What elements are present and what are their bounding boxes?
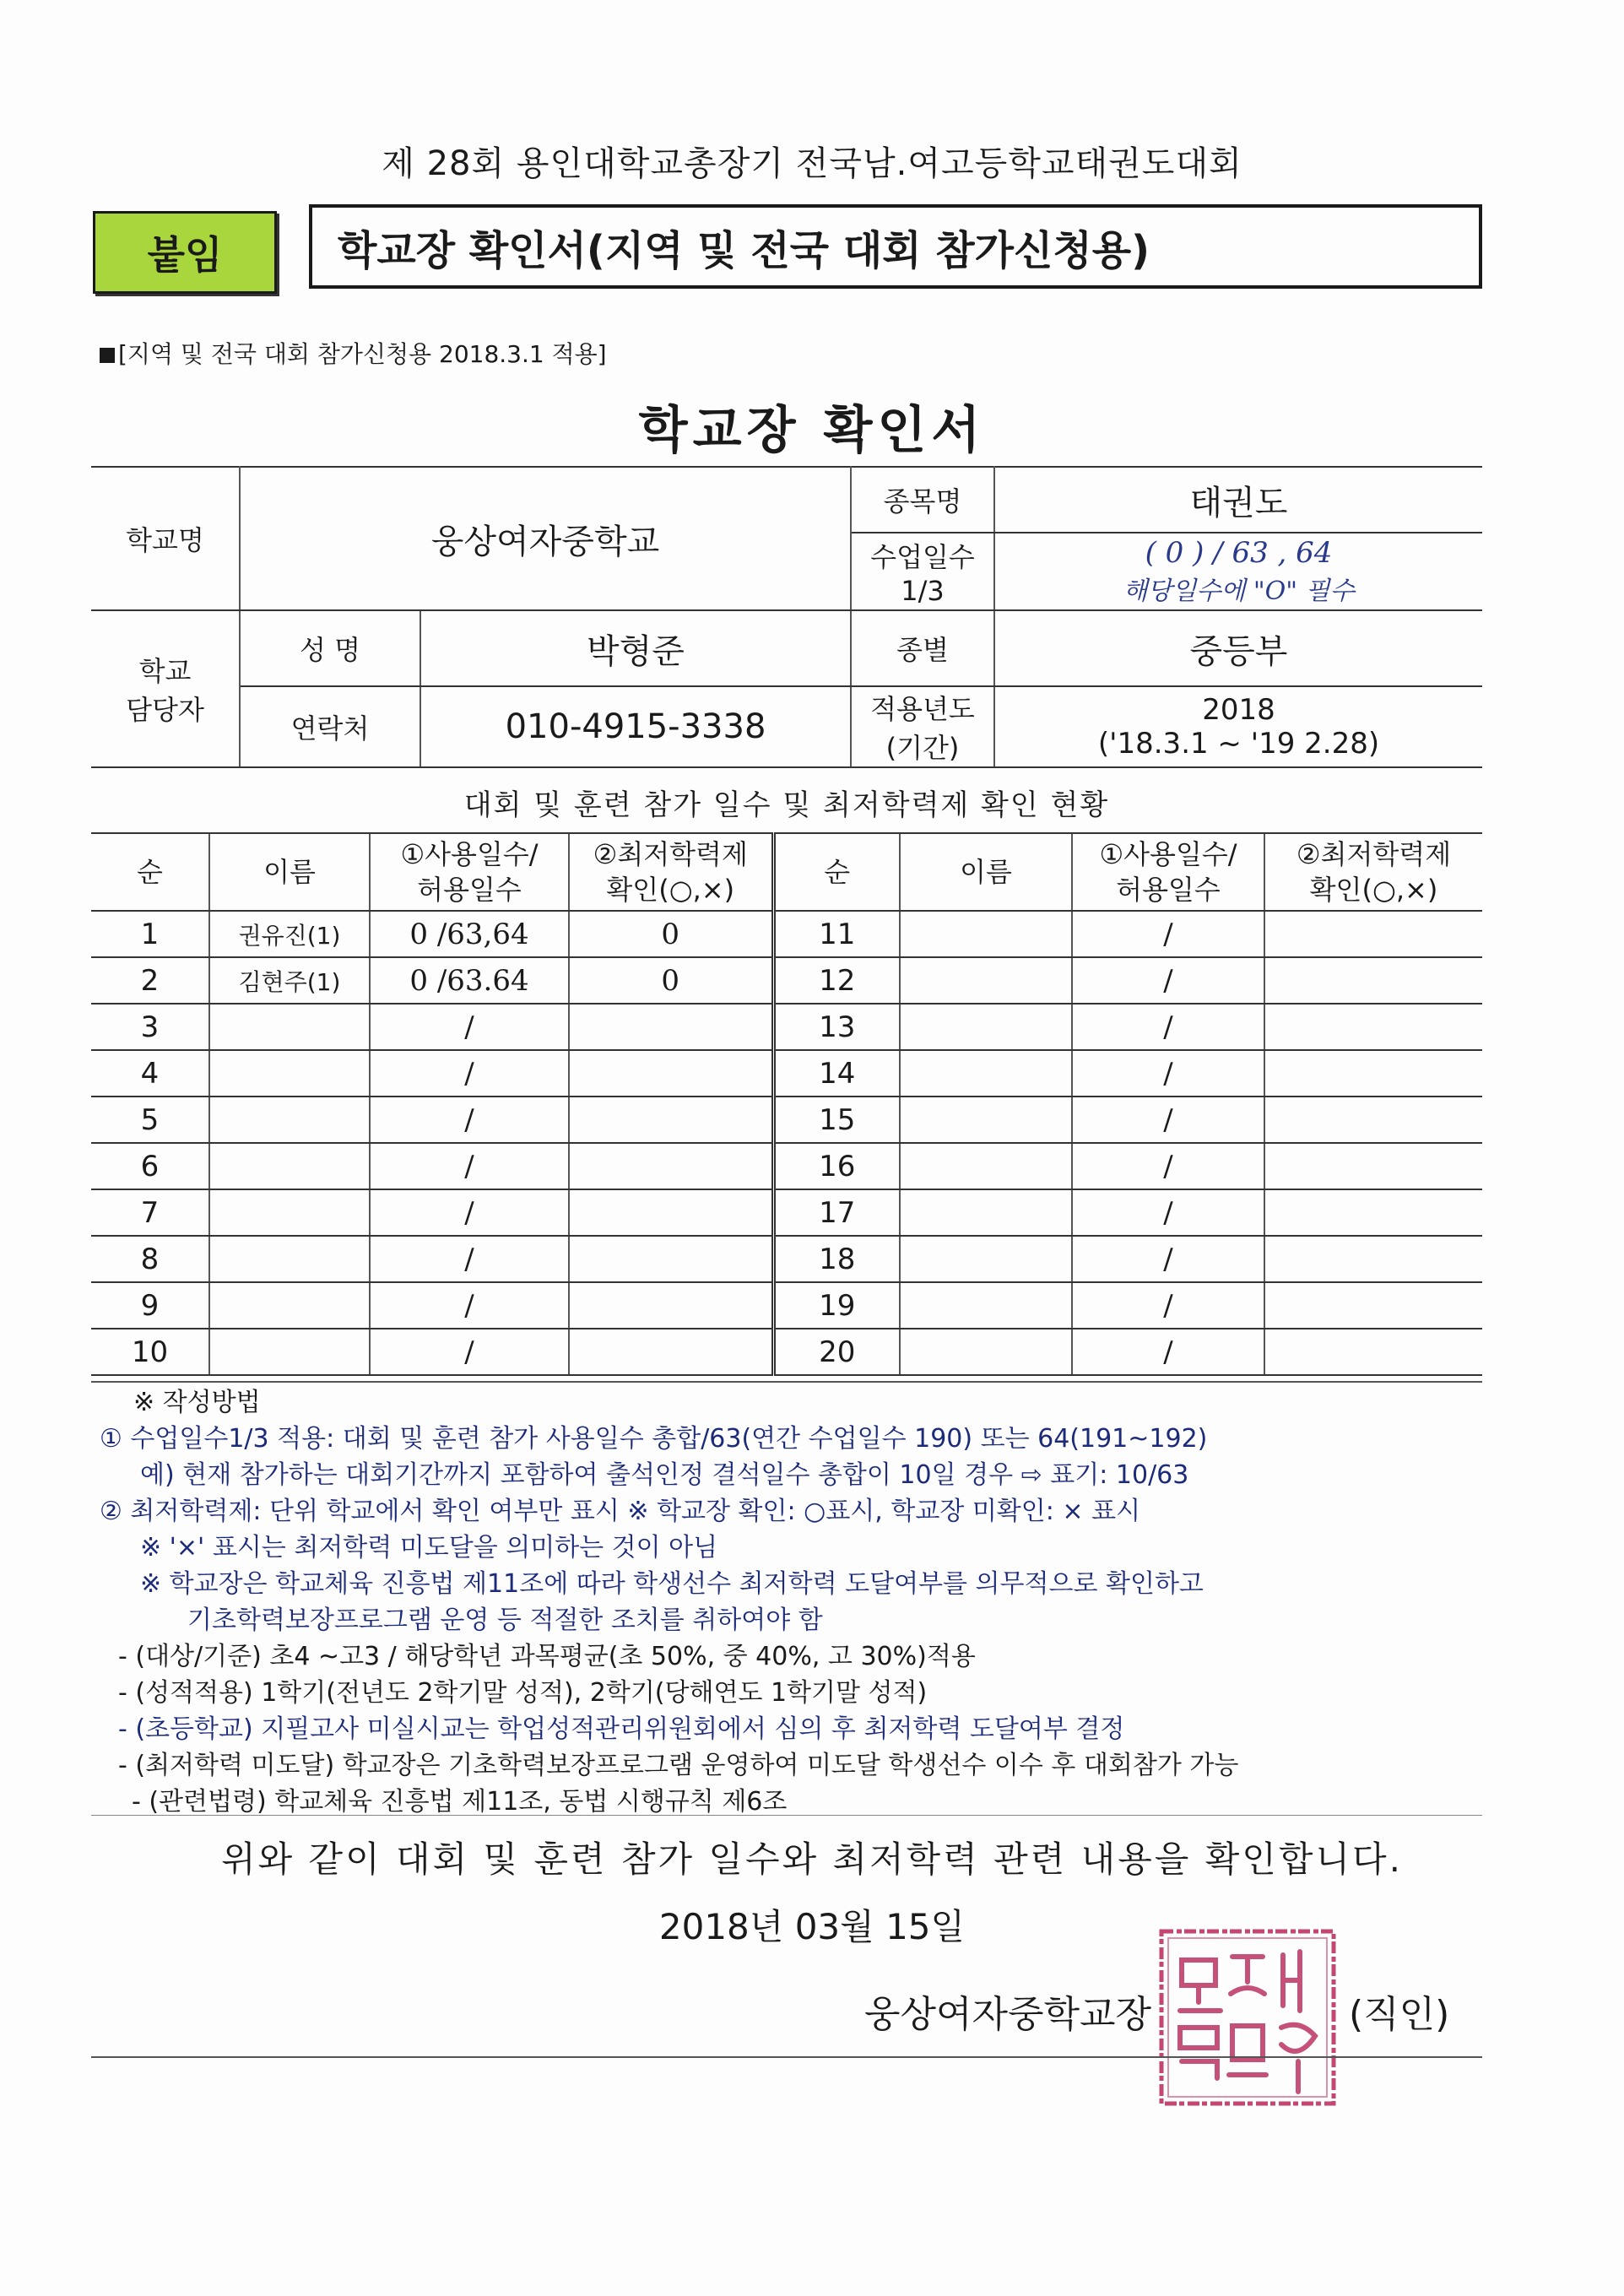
right-name-cell xyxy=(900,1097,1072,1143)
left-days-cell: / xyxy=(370,1329,569,1375)
left-days-cell: / xyxy=(370,1004,569,1050)
roster-row xyxy=(91,1097,1482,1143)
notes-bottom-rule xyxy=(91,1815,1482,1816)
right-name-cell xyxy=(900,911,1072,957)
year-label-line1: 적용년도 xyxy=(870,693,975,725)
left-grade-check-cell xyxy=(569,1050,773,1097)
right-grade-check-cell xyxy=(1264,1143,1482,1189)
name-value: 박형준 xyxy=(420,610,851,686)
roster-row xyxy=(91,1282,1482,1329)
left-seq-cell: 10 xyxy=(91,1329,209,1375)
days-value-line1: ( 0 ) / 63 , 64 xyxy=(1145,536,1333,570)
header-grade-line1: ②최저학력제 xyxy=(593,838,748,870)
right-seq-cell: 12 xyxy=(773,957,900,1004)
days-value-line2: 해당일수에 "O" 필수 xyxy=(1123,577,1355,606)
header-seq-left: 순 xyxy=(91,833,209,911)
right-name-cell xyxy=(900,1143,1072,1189)
left-grade-check-cell xyxy=(569,1143,773,1189)
left-seq-cell: 3 xyxy=(91,1004,209,1050)
left-grade-check-cell xyxy=(569,1189,773,1236)
note-1a: ① 수업일수1/3 적용: 대회 및 훈련 참가 사용일수 총합/63(연간 수업일수 190) 또는 64(191~192) xyxy=(100,1424,1208,1454)
year-label xyxy=(851,686,994,767)
right-grade-check-cell xyxy=(1264,1004,1482,1050)
manager-label-line2: 담당자 xyxy=(126,694,204,726)
left-seq-cell: 5 xyxy=(91,1097,209,1143)
left-grade-check-cell xyxy=(569,1097,773,1143)
note-1b: 예) 현재 참가하는 대회기간까지 포함하여 출석인정 결석일수 총합이 10일 경우 ⇨ 표기: 10/63 xyxy=(140,1460,1189,1490)
header-grade-line1: ②최저학력제 xyxy=(1296,838,1452,870)
right-grade-check-cell xyxy=(1264,1189,1482,1236)
left-seq-cell: 9 xyxy=(91,1282,209,1329)
left-seq-cell: 1 xyxy=(91,911,209,957)
header-grade-line2: 확인(○,×) xyxy=(1309,874,1438,906)
left-days-cell: / xyxy=(370,1236,569,1282)
division-label: 종별 xyxy=(851,610,994,686)
header-grade-right xyxy=(1264,833,1482,911)
right-days-cell: / xyxy=(1072,1050,1264,1097)
main-title: 학교장 확인서 xyxy=(638,401,986,460)
roster-table xyxy=(91,832,1482,1376)
right-seq-cell: 11 xyxy=(773,911,900,957)
right-days-cell: / xyxy=(1072,1143,1264,1189)
header-days-line1: ①사용일수/ xyxy=(400,838,539,870)
year-value-line1: 2018 xyxy=(1202,693,1275,727)
right-grade-check-cell xyxy=(1264,1050,1482,1097)
right-seq-cell: 15 xyxy=(773,1097,900,1143)
left-days-cell: / xyxy=(370,1143,569,1189)
document-date: 2018년 03월 15일 xyxy=(658,1906,966,1947)
header-days-right xyxy=(1072,833,1264,911)
header-days-line2: 허용일수 xyxy=(417,874,522,906)
roster-row xyxy=(91,957,1482,1004)
left-name-cell xyxy=(209,1329,370,1375)
roster-row xyxy=(91,1004,1482,1050)
right-name-cell xyxy=(900,1189,1072,1236)
school-label: 학교명 xyxy=(91,467,240,610)
roster-row xyxy=(91,1236,1482,1282)
note-4b: 기초학력보장프로그램 운영 등 적절한 조치를 취하여야 함 xyxy=(187,1606,823,1635)
roster-row xyxy=(91,1189,1482,1236)
right-name-cell xyxy=(900,1329,1072,1375)
header-days-left xyxy=(370,833,569,911)
notes-heading: ※ 작성방법 xyxy=(133,1388,261,1417)
left-grade-check-cell xyxy=(569,1282,773,1329)
left-seq-cell: 4 xyxy=(91,1050,209,1097)
roster-row xyxy=(91,1050,1482,1097)
left-grade-check-cell xyxy=(569,1329,773,1375)
left-days-cell: / xyxy=(370,1189,569,1236)
right-seq-cell: 13 xyxy=(773,1004,900,1050)
detail-2: - (성적적용) 1학기(전년도 2학기말 성적), 2학기(당해연도 1학기말 성적) xyxy=(118,1678,928,1708)
signer-name: 웅상여자중학교장 xyxy=(864,1993,1152,2036)
note-3: ※ '×' 표시는 최저학력 미도달을 의미하는 것이 아님 xyxy=(140,1533,718,1562)
school-value: 웅상여자중학교 xyxy=(240,467,851,610)
right-seq-cell: 16 xyxy=(773,1143,900,1189)
right-name-cell xyxy=(900,1282,1072,1329)
detail-1: - (대상/기준) 초4 ~고3 / 해당학년 과목평균(초 50%, 중 40%, 고 30%)적용 xyxy=(118,1642,976,1671)
right-days-cell: / xyxy=(1072,1236,1264,1282)
days-label xyxy=(851,533,994,610)
year-label-line2: (기간) xyxy=(885,732,960,764)
name-label: 성 명 xyxy=(240,610,420,686)
left-name-cell xyxy=(209,1097,370,1143)
right-days-cell: / xyxy=(1072,1329,1264,1375)
left-name-cell xyxy=(209,1189,370,1236)
roster-header-row xyxy=(91,833,1482,911)
left-grade-check-cell xyxy=(569,1236,773,1282)
division-value: 중등부 xyxy=(994,610,1482,686)
left-seq-cell: 8 xyxy=(91,1236,209,1282)
left-days-cell: / xyxy=(370,1282,569,1329)
attach-badge: 붙임 xyxy=(93,211,277,294)
roster-row xyxy=(91,1329,1482,1375)
left-grade-check-cell: 0 xyxy=(569,957,773,1004)
right-seq-cell: 19 xyxy=(773,1282,900,1329)
left-grade-check-cell: 0 xyxy=(569,911,773,957)
days-label-line1: 수업일수 xyxy=(870,541,975,573)
left-days-cell: 0 /63.64 xyxy=(370,957,569,1004)
header-name-right: 이름 xyxy=(900,833,1072,911)
right-grade-check-cell xyxy=(1264,1282,1482,1329)
manager-label-line1: 학교 xyxy=(138,655,192,687)
right-grade-check-cell xyxy=(1264,957,1482,1004)
right-grade-check-cell xyxy=(1264,1097,1482,1143)
left-days-cell: 0 /63,64 xyxy=(370,911,569,957)
right-grade-check-cell xyxy=(1264,911,1482,957)
event-title: 제 28회 용인대학교총장기 전국남.여고등학교태권도대회 xyxy=(382,144,1242,183)
notes-section xyxy=(100,1384,1501,1820)
header-seq-right: 순 xyxy=(773,833,900,911)
right-days-cell: / xyxy=(1072,1004,1264,1050)
left-seq-cell: 6 xyxy=(91,1143,209,1189)
header-days-line2: 허용일수 xyxy=(1116,874,1221,906)
right-days-cell: / xyxy=(1072,1282,1264,1329)
event-value: 태권도 xyxy=(994,467,1482,533)
seal-note: (직인) xyxy=(1349,1993,1450,2036)
roster-row xyxy=(91,1143,1482,1189)
event-label: 종목명 xyxy=(851,467,994,533)
right-days-cell: / xyxy=(1072,957,1264,1004)
document-title: 학교장 확인서(지역 및 전국 대회 참가신청용) xyxy=(338,226,1150,274)
year-value-line2: ('18.3.1 ~ '19 2.28) xyxy=(1097,727,1380,761)
contact-value: 010-4915-3338 xyxy=(420,686,851,767)
detail-4: - (최저학력 미도달) 학교장은 기초학력보장프로그램 운영하여 미도달 학생선수 이수 후 대회참가 가능 xyxy=(118,1751,1239,1780)
left-name-cell: 김현주(1) xyxy=(209,957,370,1004)
left-days-cell: / xyxy=(370,1050,569,1097)
year-value xyxy=(994,686,1482,767)
left-seq-cell: 2 xyxy=(91,957,209,1004)
info-table xyxy=(91,466,1482,768)
left-name-cell xyxy=(209,1050,370,1097)
apply-note-text: [지역 및 전국 대회 참가신청용 2018.3.1 적용] xyxy=(118,340,607,368)
right-grade-check-cell xyxy=(1264,1236,1482,1282)
signature-bottom-rule xyxy=(91,2056,1482,2058)
right-seq-cell: 17 xyxy=(773,1189,900,1236)
left-name-cell xyxy=(209,1004,370,1050)
table-bottom-rule xyxy=(91,1381,1482,1383)
official-seal-stamp xyxy=(1156,1926,1339,2109)
right-name-cell xyxy=(900,1050,1072,1097)
right-days-cell: / xyxy=(1072,911,1264,957)
days-label-line2: 1/3 xyxy=(901,575,945,607)
apply-note xyxy=(100,336,607,370)
header-grade-left xyxy=(569,833,773,911)
right-seq-cell: 18 xyxy=(773,1236,900,1282)
manager-label xyxy=(91,610,240,767)
document-title-box xyxy=(309,204,1482,289)
square-bullet-icon xyxy=(100,348,115,363)
roster-body xyxy=(91,911,1482,1375)
left-grade-check-cell xyxy=(569,1004,773,1050)
note-4a: ※ 학교장은 학교체육 진흥법 제11조에 따라 학생선수 최저학력 도달여부를 의무적으로 확인하고 xyxy=(140,1569,1204,1599)
roster-row xyxy=(91,911,1482,957)
right-name-cell xyxy=(900,1004,1072,1050)
left-days-cell: / xyxy=(370,1097,569,1143)
note-2: ② 최저학력제: 단위 학교에서 확인 여부만 표시 ※ 학교장 확인: ○표시, 학교장 미확인: × 표시 xyxy=(100,1497,1141,1526)
right-name-cell xyxy=(900,957,1072,1004)
right-seq-cell: 14 xyxy=(773,1050,900,1097)
days-value xyxy=(994,533,1482,610)
detail-5: - (관련법령) 학교체육 진흥법 제11조, 동법 시행규칙 제6조 xyxy=(132,1787,788,1817)
detail-3: - (초등학교) 지필고사 미실시교는 학업성적관리위원회에서 심의 후 최저학력 도달여부 결정 xyxy=(118,1714,1125,1744)
right-name-cell xyxy=(900,1236,1072,1282)
left-name-cell xyxy=(209,1143,370,1189)
right-days-cell: / xyxy=(1072,1189,1264,1236)
contact-label: 연락처 xyxy=(240,686,420,767)
left-name-cell xyxy=(209,1236,370,1282)
confirmation-text: 위와 같이 대회 및 훈련 참가 일수와 최저학력 관련 내용을 확인합니다. xyxy=(221,1838,1403,1880)
header-name-left: 이름 xyxy=(209,833,370,911)
header-grade-line2: 확인(○,×) xyxy=(606,874,735,906)
right-seq-cell: 20 xyxy=(773,1329,900,1375)
right-grade-check-cell xyxy=(1264,1329,1482,1375)
header-days-line1: ①사용일수/ xyxy=(1099,838,1237,870)
left-name-cell: 권유진(1) xyxy=(209,911,370,957)
left-seq-cell: 7 xyxy=(91,1189,209,1236)
right-days-cell: / xyxy=(1072,1097,1264,1143)
section-title: 대회 및 훈련 참가 일수 및 최저학력제 확인 현황 xyxy=(463,788,1110,822)
left-name-cell xyxy=(209,1282,370,1329)
